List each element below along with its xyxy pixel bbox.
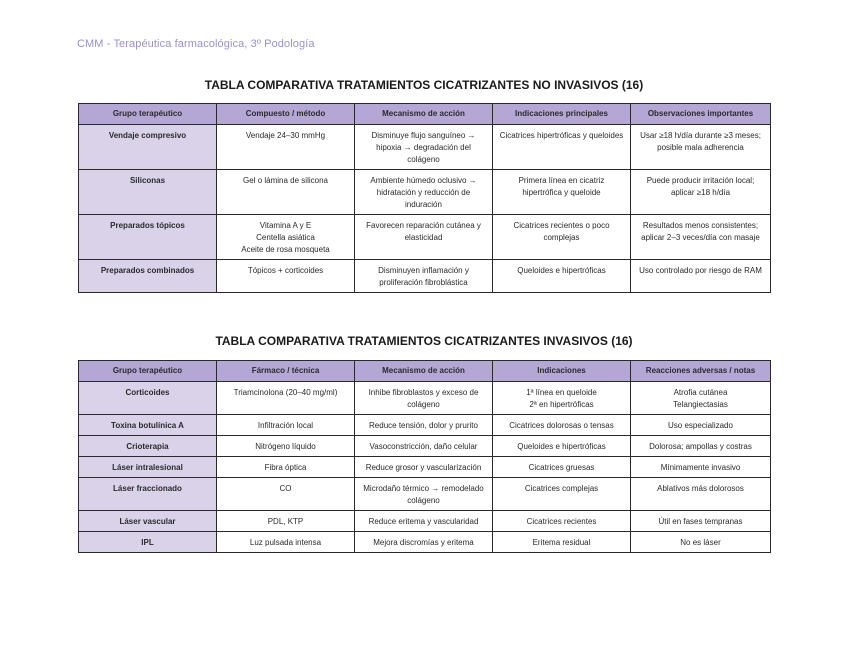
table-cell: Gel o lámina de silicona [217, 170, 355, 215]
group-cell: Vendaje compresivo [79, 125, 217, 170]
column-header: Observaciones importantes [631, 104, 771, 125]
table-cell: Favorecen reparación cutánea y elasticidad [355, 215, 493, 260]
table-cell: Dolorosa; ampollas y costras [631, 436, 771, 457]
column-header: Indicaciones [493, 361, 631, 382]
table-title-non-invasive: TABLA COMPARATIVA TRATAMIENTOS CICATRIZANTES NO INVASIVOS (16) [204, 78, 644, 92]
table-cell: Tópicos + corticoides [217, 260, 355, 293]
column-header: Grupo terapéutico [79, 104, 217, 125]
table-cell: Reduce grosor y vascularización [355, 457, 493, 478]
table-cell: Uso especializado [631, 415, 771, 436]
table-cell: No es láser [631, 532, 771, 553]
table-row [79, 511, 771, 532]
table-cell: Infiltración local [217, 415, 355, 436]
column-header: Grupo terapéutico [79, 361, 217, 382]
table-cell: Disminuyen inflamación y proliferación fibroblástica [355, 260, 493, 293]
table-cell: Primera línea en cicatriz hipertrófica y queloide [493, 170, 631, 215]
table-title-invasive: TABLA COMPARATIVA TRATAMIENTOS CICATRIZANTES INVASIVOS (16) [215, 334, 633, 348]
group-cell: Corticoides [79, 382, 217, 415]
table-row [79, 436, 771, 457]
table-row [79, 457, 771, 478]
table-cell: 1ª línea en queloide 2ª en hipertróficas [493, 382, 631, 415]
invasive-treatments-table [78, 360, 771, 553]
table-cell: Cicatrices gruesas [493, 457, 631, 478]
table-row [79, 478, 771, 511]
table-cell: Puede producir irritación local; aplicar ≥18 h/día [631, 170, 771, 215]
column-header: Compuesto / método [217, 104, 355, 125]
column-header: Mecanismo de acción [355, 361, 493, 382]
table-cell: Ablativos más dolorosos [631, 478, 771, 511]
table-cell: Microdaño térmico → remodelado colágeno [355, 478, 493, 511]
non-invasive-treatments-table [78, 103, 771, 293]
table-row [79, 260, 771, 293]
group-cell: Siliconas [79, 170, 217, 215]
table-row [79, 215, 771, 260]
table-cell: Triamcinolona (20–40 mg/ml) [217, 382, 355, 415]
table-cell: Queloides e hipertróficas [493, 260, 631, 293]
table-cell: Mínimamente invasivo [631, 457, 771, 478]
table-cell: Cicatrices hipertróficas y queloides [493, 125, 631, 170]
column-header: Mecanismo de acción [355, 104, 493, 125]
table-row [79, 382, 771, 415]
group-cell: Crioterapia [79, 436, 217, 457]
group-cell: IPL [79, 532, 217, 553]
column-header: Reacciones adversas / notas [631, 361, 771, 382]
table-cell: Mejora discromías y eritema [355, 532, 493, 553]
table-cell: Útil en fases tempranas [631, 511, 771, 532]
group-cell: Toxina botulínica A [79, 415, 217, 436]
table-cell: Usar ≥18 h/día durante ≥3 meses; posible mala adherencia [631, 125, 771, 170]
table-row [79, 415, 771, 436]
table-row [79, 125, 771, 170]
table-cell: Cicatrices recientes [493, 511, 631, 532]
table-cell: Cicatrices complejas [493, 478, 631, 511]
table-cell: Fibra óptica [217, 457, 355, 478]
table-cell: Uso controlado por riesgo de RAM [631, 260, 771, 293]
group-cell: Láser vascular [79, 511, 217, 532]
table-cell: Disminuye flujo sanguíneo → hipoxia → degradación del colágeno [355, 125, 493, 170]
group-cell: Preparados combinados [79, 260, 217, 293]
group-cell: Preparados tópicos [79, 215, 217, 260]
table-row [79, 532, 771, 553]
table-cell: Resultados menos consistentes; aplicar 2–3 veces/día con masaje [631, 215, 771, 260]
table-cell: Atrofia cutánea Telangiectasias [631, 382, 771, 415]
group-cell: Láser fraccionado [79, 478, 217, 511]
column-header: Fármaco / técnica [217, 361, 355, 382]
table-cell: Cicatrices dolorosas o tensas [493, 415, 631, 436]
table-cell: Reduce tensión, dolor y prurito [355, 415, 493, 436]
group-cell: Láser intralesional [79, 457, 217, 478]
table-row [79, 170, 771, 215]
document-header: CMM - Terapéutica farmacológica, 3º Podología [77, 38, 315, 50]
table-cell: Ambiente húmedo oclusivo → hidratación y reducción de induración [355, 170, 493, 215]
table-header-row [79, 104, 771, 125]
table-cell: Queloides e hipertróficas [493, 436, 631, 457]
table-cell: Luz pulsada intensa [217, 532, 355, 553]
table-cell: Eritema residual [493, 532, 631, 553]
table-cell: Inhibe fibroblastos y exceso de colágeno [355, 382, 493, 415]
table-cell: Vasoconstricción, daño celular [355, 436, 493, 457]
table-cell: Cicatrices recientes o poco complejas [493, 215, 631, 260]
table-cell: Vitamina A y E Centella asiática Aceite de rosa mosqueta [217, 215, 355, 260]
column-header: Indicaciones principales [493, 104, 631, 125]
table-cell: Vendaje 24–30 mmHg [217, 125, 355, 170]
table-header-row [79, 361, 771, 382]
table-cell: Reduce eritema y vascularidad [355, 511, 493, 532]
table-cell: PDL, KTP [217, 511, 355, 532]
table-cell: CO [217, 478, 355, 511]
table-cell: Nitrógeno líquido [217, 436, 355, 457]
